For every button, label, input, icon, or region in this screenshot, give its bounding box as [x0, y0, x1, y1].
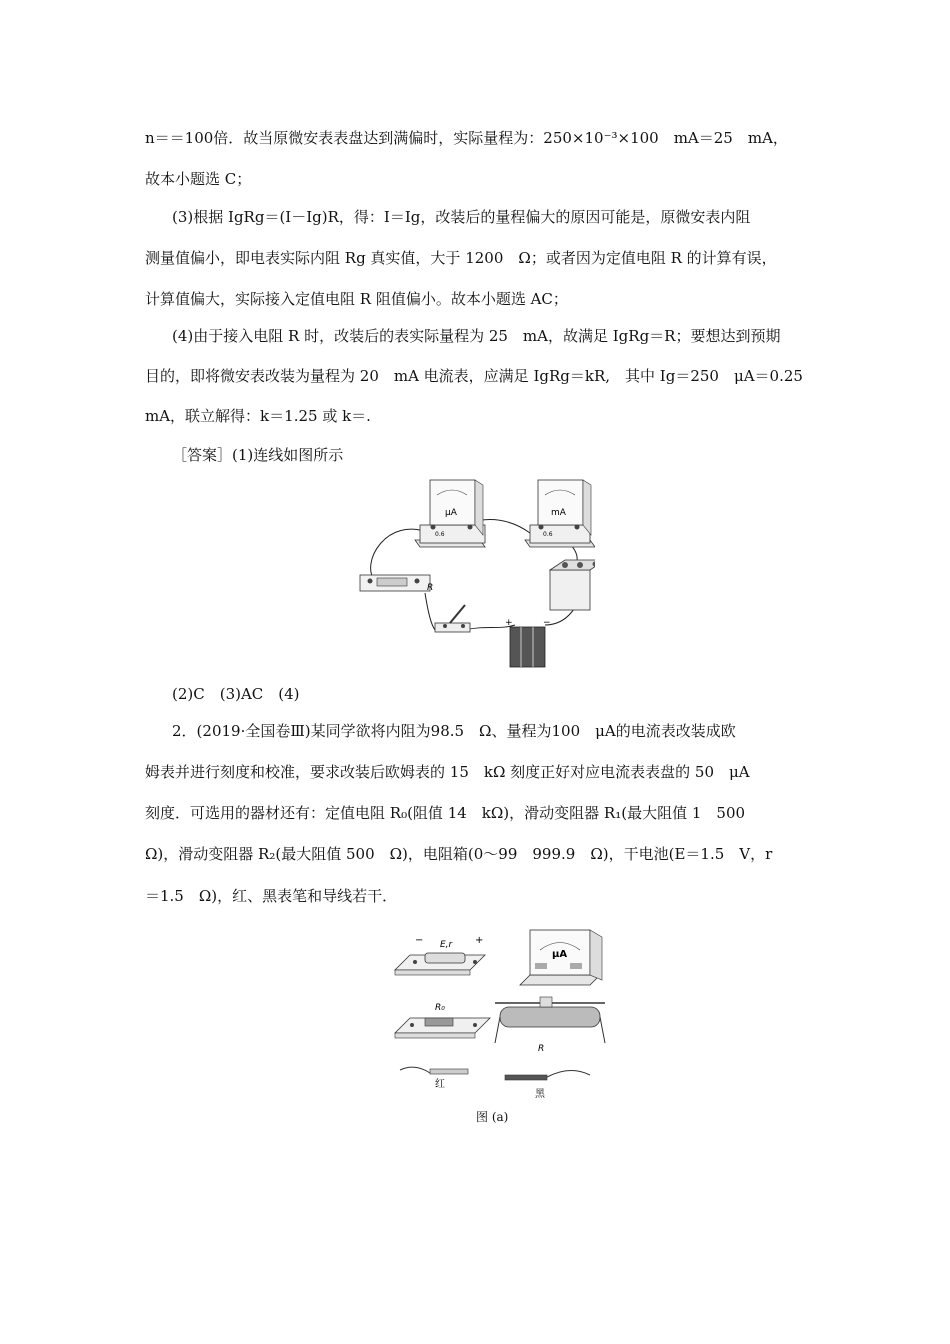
battery-label: E,r [440, 940, 453, 950]
meter1-scale: 0.6 [435, 531, 445, 538]
question-line: Ω)，滑动变阻器 R₂(最大阻值 500 Ω)，电阻箱(0～99 999.9 Ω)，干电池(E＝1.5 V，r [145, 845, 773, 863]
text-line: 计算值偏大，实际接入定值电阻 R 阻值偏小。故本小题选 AC； [145, 290, 568, 308]
text-line: (4)由于接入电阻 R 时，改装后的表实际量程为 25 mA，故满足 IgRg＝R；要想达到预期 [172, 327, 781, 345]
text-line: 故本小题选 C； [145, 170, 252, 188]
resistor-label: R [427, 583, 434, 593]
question-line: 2．(2019·全国卷Ⅲ)某同学欲将内阻为98.5 Ω、量程为100 μA的电流表改装成欧 [172, 722, 736, 740]
meter2-scale: 0.6 [543, 531, 553, 538]
r0-board-icon [395, 1003, 490, 1038]
meter1-label: μA [445, 508, 457, 518]
red-probe-icon [400, 1067, 468, 1090]
black-probe-icon [505, 1070, 590, 1100]
answer-line: (2)C (3)AC (4) [172, 685, 300, 703]
battery-plus-label: + [505, 618, 513, 628]
switch-icon [435, 605, 470, 632]
text-line: (3)根据 IgRg＝(I－Ig)R，得：I＝Ig，改装后的量程偏大的原因可能是，原微安表内阻 [172, 208, 751, 226]
battery-minus-label: − [415, 935, 424, 946]
text-line: 测量值偏小，即电表实际内阻 Rg 真实值，大于 1200 Ω；或者因为定值电阻 R 的计算有误， [145, 249, 777, 267]
question-line: 刻度．可选用的器材还有：定值电阻 R₀(阻值 14 kΩ)，滑动变阻器 R₁(最大阻值 1 500 [145, 804, 746, 822]
question-line: 姆表并进行刻度和校准，要求改装后欧姆表的 15 kΩ 刻度正好对应电流表表盘的 50 μA [145, 763, 750, 781]
circuit-figure [355, 475, 595, 675]
battery-icon [505, 618, 551, 667]
meter2-label: mA [551, 508, 566, 518]
microammeter-icon [415, 480, 485, 547]
text-line: mA，联立解得：k＝1.25 或 k＝. [145, 407, 371, 425]
microammeter-icon [520, 930, 602, 985]
battery-plus-label: + [475, 935, 484, 946]
battery-board-icon [395, 935, 485, 975]
rheostat-label: R [538, 1044, 545, 1054]
milliammeter-icon [525, 480, 595, 547]
answer-heading: ［答案］(1)连线如图所示 [172, 446, 344, 464]
components-figure [390, 925, 610, 1105]
r0-label: R₀ [435, 1003, 445, 1013]
black-probe-label: 黑 [535, 1089, 545, 1100]
resistor-icon [360, 575, 433, 593]
text-line: 目的，即将微安表改装为量程为 20 mA 电流表，应满足 IgRg＝kR, 其中 Ig＝250 μA＝0.25 [145, 367, 803, 385]
figure-caption: 图 (a) [476, 1110, 509, 1124]
battery-minus-label: − [543, 618, 551, 628]
meter-label: μA [552, 949, 568, 960]
question-line: ＝1.5 Ω)，红、黑表笔和导线若干． [145, 887, 398, 905]
red-probe-label: 红 [435, 1079, 445, 1090]
rheostat-icon [495, 997, 605, 1054]
text-line: n＝＝100倍．故当原微安表表盘达到满偏时，实际量程为：250×10⁻³×100 mA＝25 mA， [145, 129, 788, 147]
resistance-box-icon [550, 560, 595, 610]
